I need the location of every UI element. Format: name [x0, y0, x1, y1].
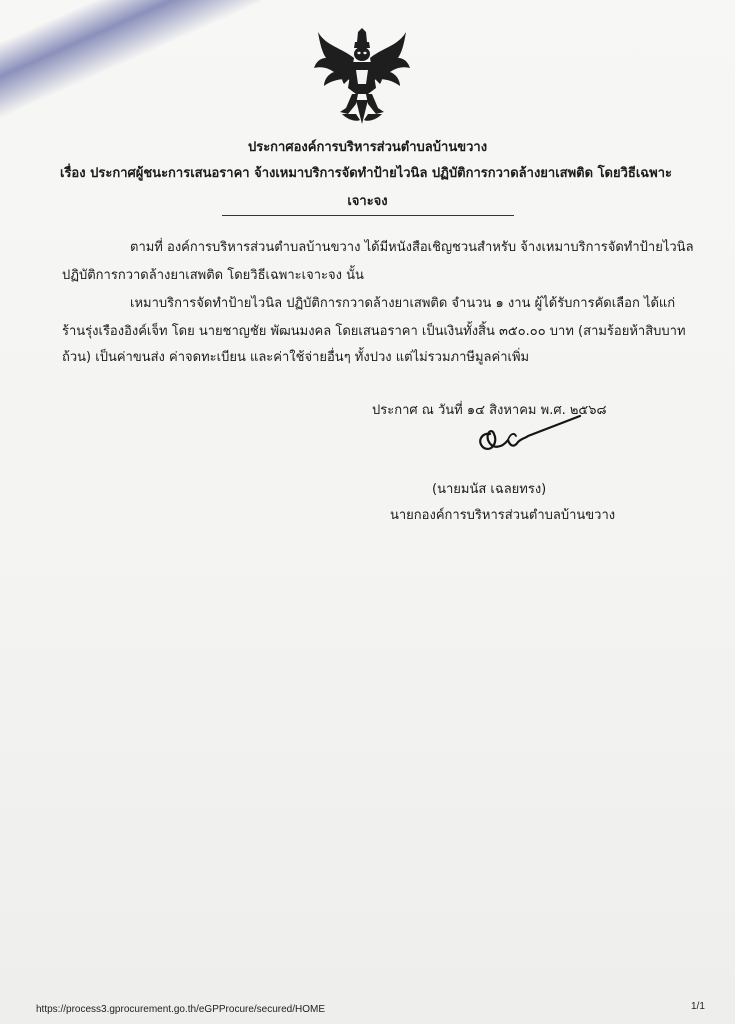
paragraph-2-line-3: ถ้วน) เป็นค่าขนส่ง ค่าจดทะเบียน และค่าใช้จ่ายอื่นๆ ทั้งปวง แต่ไม่รวมภาษีมูลค่าเพิ่ม	[62, 350, 530, 365]
paragraph-1-line-2: ปฏิบัติการกวาดล้างยาเสพติด โดยวิธีเฉพาะเจาะจง นั้น	[62, 268, 364, 283]
announcement-heading: ประกาศองค์การบริหารส่วนตำบลบ้านขวาง	[247, 140, 488, 155]
subject-line: เรื่อง ประกาศผู้ชนะการเสนอราคา จ้างเหมาบริการจัดทำป้ายไวนิล ปฏิบัติการกวาดล้างยาเสพติด โดยวิธีเฉพาะ	[60, 166, 672, 181]
signer-name: (นายมนัส เฉลยทรง)	[432, 482, 547, 497]
paragraph-2-line-2: ร้านรุ่งเรืองอิงค์เจ็ท โดย นายชาญชัย พัฒนมงคล โดยเสนอราคา เป็นเงินทั้งสิ้น ๓๕๐.๐๐ บาท (สามร้อยห้าสิบบาท	[62, 324, 686, 339]
scan-shadow	[0, 0, 263, 124]
signature-icon	[468, 412, 588, 462]
paragraph-1-line-1: ตามที่ องค์การบริหารส่วนตำบลบ้านขวาง ได้มีหนังสือเชิญชวนสำหรับ จ้างเหมาบริการจัดทำป้ายไวนิล	[130, 240, 694, 255]
page-number: 1/1	[691, 1001, 705, 1012]
paragraph-2-line-1: เหมาบริการจัดทำป้ายไวนิล ปฏิบัติการกวาดล้างยาเสพติด จำนวน ๑ งาน ผู้ได้รับการคัดเลือก ได้แก่	[130, 296, 676, 311]
announcement-date: ประกาศ ณ วันที่ ๑๔ สิงหาคม พ.ศ. ๒๕๖๘	[372, 403, 607, 418]
signer-position: นายกองค์การบริหารส่วนตำบลบ้านขวาง	[390, 508, 616, 523]
divider	[222, 215, 514, 216]
garuda-emblem-icon	[312, 28, 412, 128]
subject-line-continued: เจาะจง	[347, 194, 388, 209]
footer-url: https://process3.gprocurement.go.th/eGPProcure/secured/HOME	[36, 1004, 326, 1015]
